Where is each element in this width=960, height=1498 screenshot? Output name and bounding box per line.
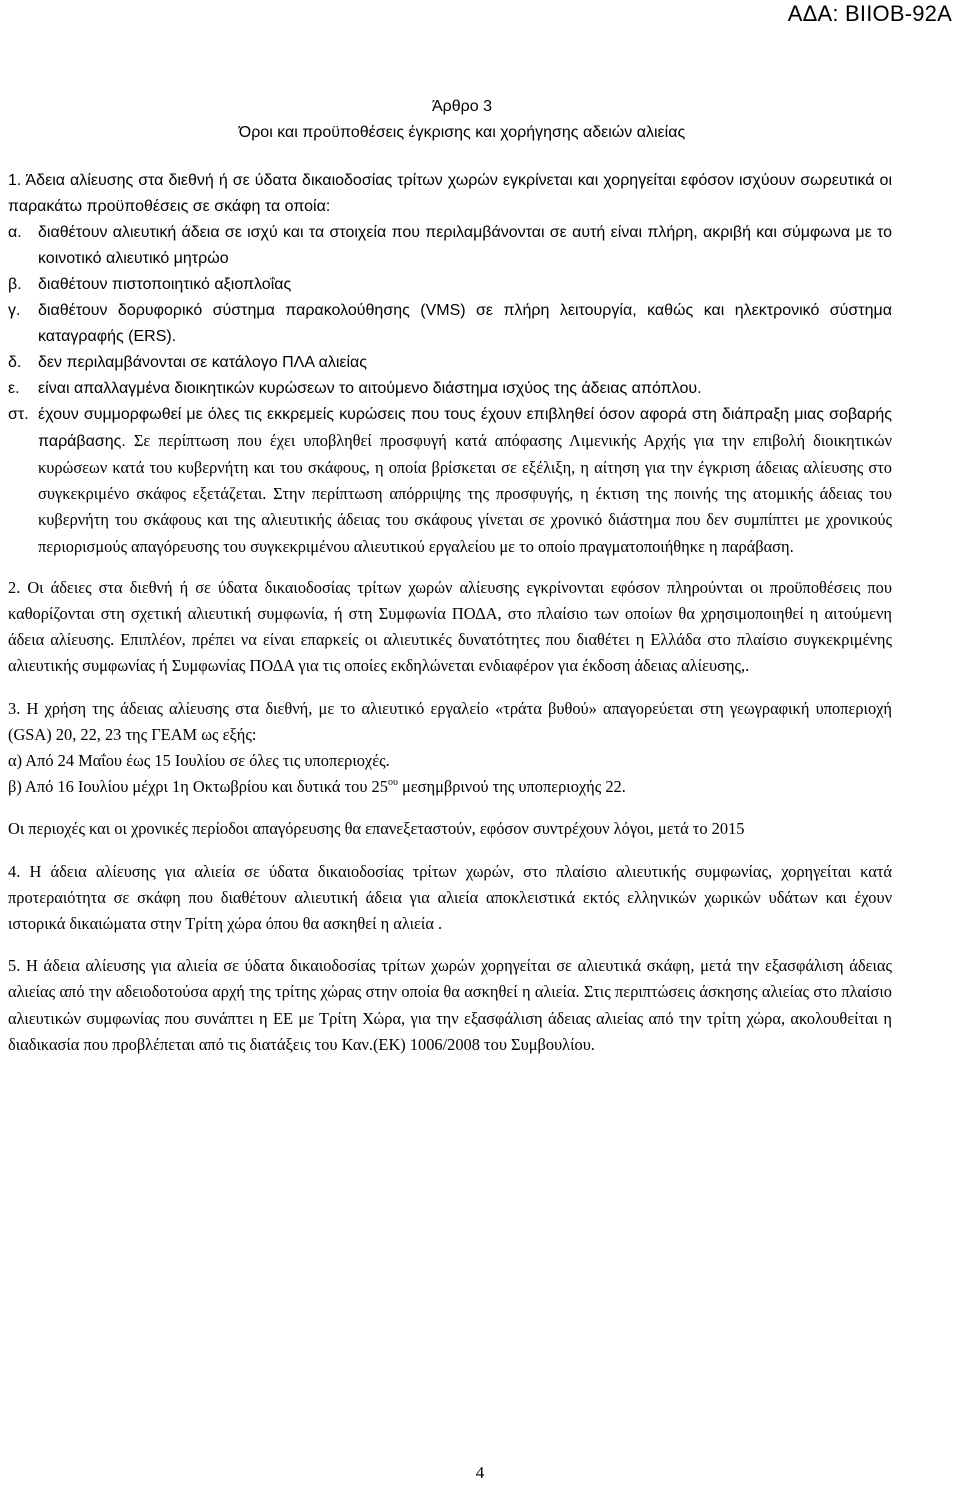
spacer: [8, 560, 892, 575]
list-item-a: [8, 220, 892, 272]
list-item-label: δ.: [8, 354, 22, 371]
list-item-text: διαθέτουν δορυφορικό σύστημα παρακολούθησης (VMS) σε πλήρη λειτουργία, καθώς και ηλεκτρονικό σύστημα καταγραφής (ERS).: [38, 302, 892, 345]
list-item-text: διαθέτουν πιστοποιητικό αξιοπλοΐας: [38, 276, 292, 293]
spacer: [8, 800, 892, 816]
list-item-text: διαθέτουν αλιευτική άδεια σε ισχύ και τα στοιχεία που περιλαμβάνονται σε αυτή είναι πλήρη, ακριβή και σύμφωνα με το κοινοτικό αλιευτικό μητρώο: [38, 224, 892, 267]
paragraph-3-intro: 3. Η χρήση της άδειας αλίευσης στα διεθνή, με το αλιευτικό εργαλείο «τράτα βυθού» απαγορεύεται στη γεωγραφική υποπεριοχή (GSA) 20, 22, 23 της ΓΕΑΜ ως εξής:: [8, 698, 892, 744]
list-item-label: ε.: [8, 380, 20, 397]
paragraph-1-intro: 1. Άδεια αλίευσης στα διεθνή ή σε ύδατα δικαιοδοσίας τρίτων χωρών εγκρίνεται και χορηγείται εφόσον ισχύουν σωρευτικά οι παρακάτω προϋποθέσεις σε σκάφη τα οποία:: [8, 172, 892, 215]
list-item-text: είναι απαλλαγμένα διοικητικών κυρώσεων το αιτούμενο διάστημα ισχύος της άδειας απόπλου.: [38, 380, 702, 397]
paragraph-5: 5. Η άδεια αλίευσης για αλιεία σε ύδατα δικαιοδοσίας τρίτων χωρών χορηγείται σε αλιευτικά σκάφη, μετά την εξασφάλιση άδειας αλιείας από την αδειοδοτούσα αρχή της τρίτης χώρας στην οποία θα ασκηθεί η αλιεία. Στις περιπτώσεις άσκησης αλιείας στο πλαίσιο αλιευτικών συμφωνίας που συνάπτει η ΕΕ με Τρίτη Χώρα, για την εξασφάλιση άδειας αλιείας από την τρίτη χώρα, ακολουθείται η διαδικασία που προβλέπεται από τις διατάξεις του Καν.(ΕΚ) 1006/2008 του Συμβουλίου.: [8, 956, 892, 1054]
paragraph-4: 4. Η άδεια αλίευσης για αλιεία σε ύδατα δικαιοδοσίας τρίτων χωρών, στο πλαίσιο αλιευτικής συμφωνίας, χορηγείται κατά προτεραιότητα σε σκάφη που διαθέτουν αλιευτική άδεια για αλιεία αποκλειστικά εκτός ελληνικών χωρικών υδάτων και έχουν ιστορικά δικαιώματα στην Τρίτη χώρα όπου θα ασκηθεί η αλιεία .: [8, 861, 892, 934]
article-heading: [8, 94, 892, 146]
paragraph-3-item-b: [8, 774, 892, 800]
article-number: Άρθρο 3: [431, 98, 493, 115]
list-item-label: στ.: [8, 406, 29, 423]
list-item-label: β.: [8, 276, 22, 293]
ada-code: ΑΔΑ: ΒΙΙΟΒ-92Α: [787, 1, 952, 26]
ordinal-superscript: ου: [387, 777, 398, 789]
spacer: [8, 680, 892, 696]
list-item-e: [8, 376, 892, 402]
item-b-text: β) Από 16 Ιουλίου μέχρι 1η Οκτωβρίου και δυτικά του 25: [8, 777, 388, 797]
spacer: [8, 937, 892, 953]
list-item-text: έχουν συμμορφωθεί με όλες τις εκκρεμείς κυρώσεις που τους έχουν επιβληθεί όσον αφορά στη διάπραξη μιας σοβαρής παράβασης.: [38, 406, 892, 450]
list-item-label: α.: [8, 224, 22, 241]
paragraph-3-review: Οι περιοχές και οι χρονικές περίοδοι απαγόρευσης θα επανεξεταστούν, εφόσον συντρέχουν λόγοι, μετά το 2015: [8, 819, 745, 839]
article-title: Όροι και προϋποθέσεις έγκρισης και χορήγησης αδειών αλιείας: [238, 124, 686, 141]
spacer: [8, 843, 892, 859]
list-item-text: δεν περιλαμβάνονται σε κατάλογο ΠΛΑ αλιείας: [38, 354, 368, 371]
list-item-text-continued: Σε περίπτωση που έχει υποβληθεί προσφυγή κατά απόφασης Λιμενικής Αρχής για την επιβολή διοικητικών κυρώσεων κατά του κυβερνήτη και του σκάφους, η οποία βρίσκεται σε εξέλιξη, η αίτηση για την έγκριση άδειας αλίευσης στο συγκεκριμένο σκάφος εξετάζεται. Στην περίπτωση απόρριψης της προσφυγής, η έκτιση της ποινής της ατομικής άδειας του κυβερνήτη του σκάφους και της αλιευτικής άδειας του σκάφους γίνεται σε χρονικό διάστημα που δεν συμπίπτει με χρονικούς περιορισμούς απαγόρευσης του συγκεκριμένου αλιευτικού εργαλείου με το οποίο πραγματοποιήθηκε η παράβαση.: [38, 431, 892, 556]
page-number: 4: [475, 1463, 485, 1482]
list-item-d: [8, 350, 892, 376]
list-item-c: [8, 298, 892, 350]
document-body: [8, 94, 892, 1058]
list-item-st: [8, 402, 892, 560]
list-item-label: γ.: [8, 302, 21, 319]
paragraph-3-item-a: α) Από 24 Μαΐου έως 15 Ιουλίου σε όλες τις υποπεριοχές.: [8, 751, 390, 771]
item-b-text-end: μεσημβρινού της υποπεριοχής 22.: [397, 777, 626, 797]
paragraph-2: 2. Οι άδειες στα διεθνή ή σε ύδατα δικαιοδοσίας τρίτων χωρών αλίευσης εγκρίνονται εφόσον πληρούνται οι προϋποθέσεις που καθορίζονται στη σχετική αλιευτική συμφωνία, ή στη Συμφωνία ΠΟΔΑ, στο πλαίσιο των οποίων θα χρησιμοποιηθεί η αιτούμενη άδεια αλίευσης. Επιπλέον, πρέπει να είναι επαρκείς οι αλιευτικές δυνατότητες που διαθέτει η Ελλάδα στο πλαίσιο συγκεκριμένης αλιευτικής συμφωνίας ή Συμφωνίας ΠΟΔΑ για τις οποίες εκδηλώνεται ενδιαφέρον για έκδοση άδειας αλίευσης,.: [8, 577, 892, 676]
list-item-b: [8, 272, 892, 298]
